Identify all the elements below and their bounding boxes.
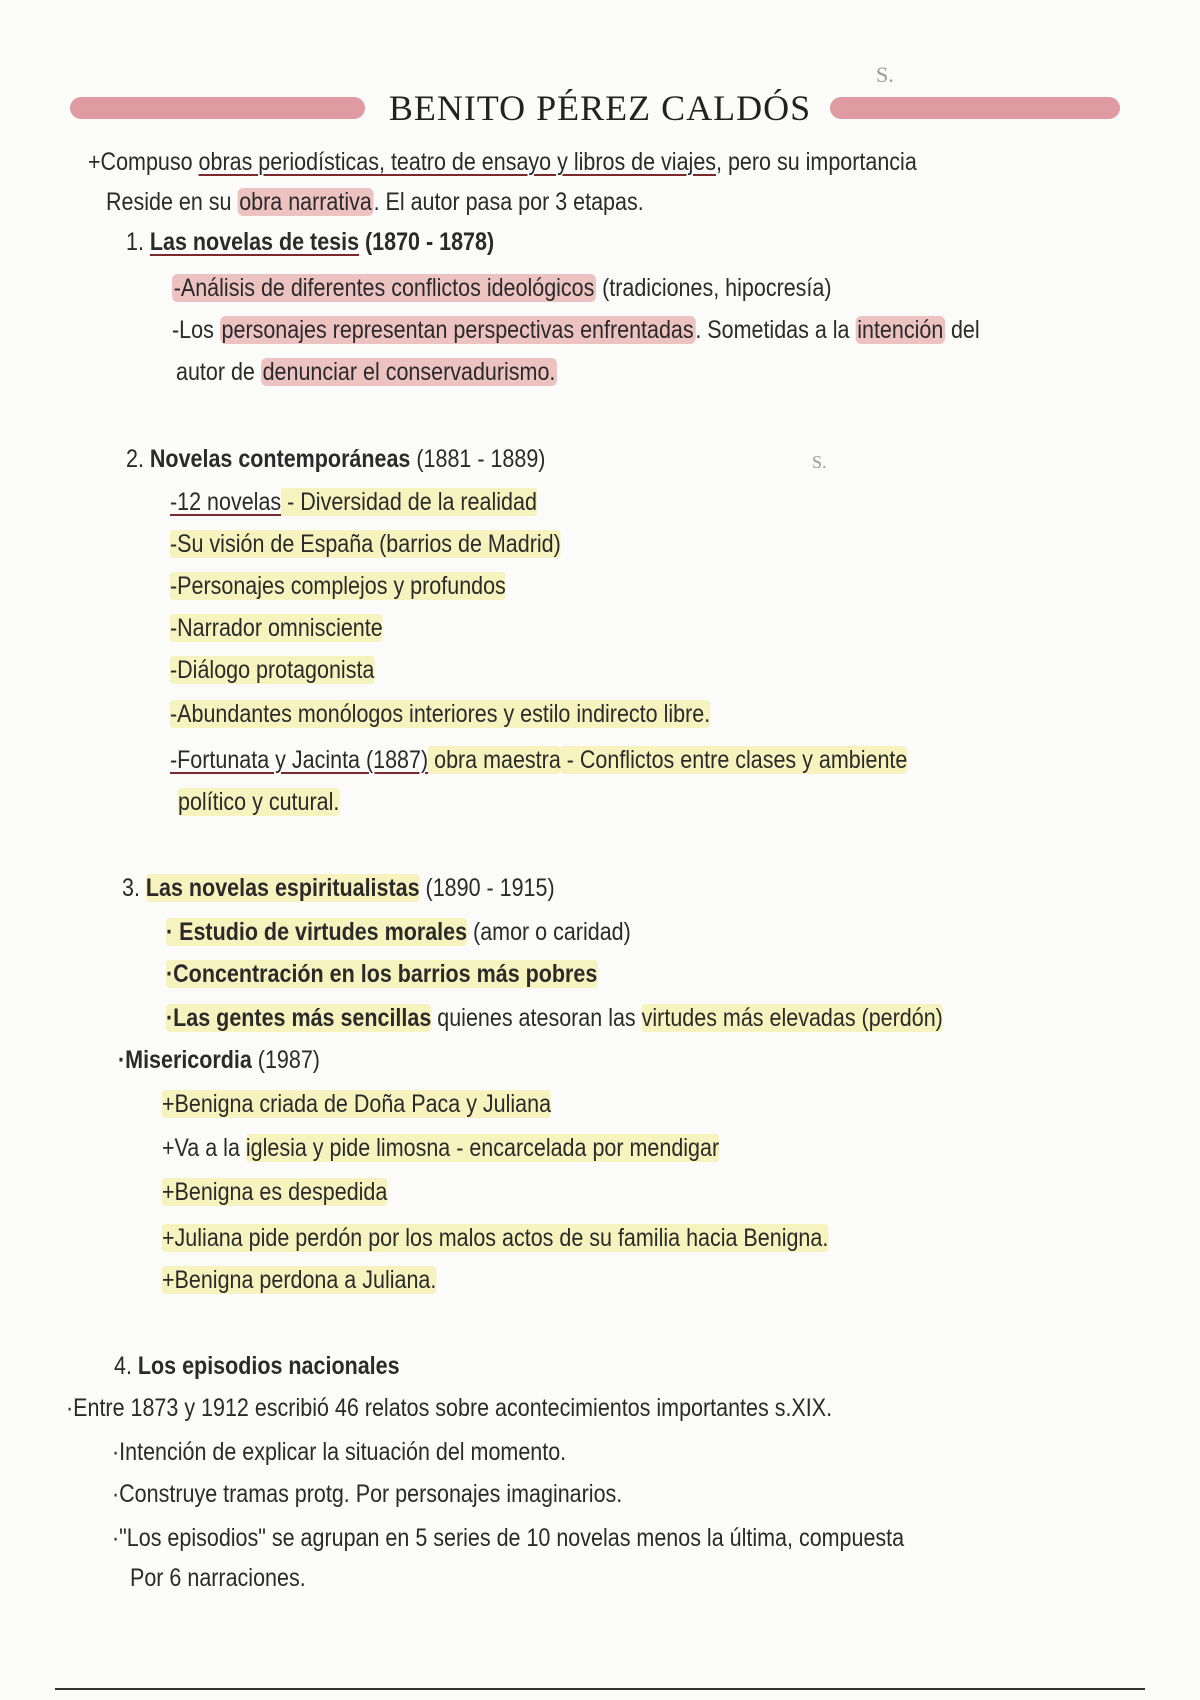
intro-line-2: Reside en su obra narrativa. El autor pasa por 3 etapas. xyxy=(106,188,644,216)
bottom-rule xyxy=(55,1688,1145,1690)
section-2-item: -12 novelas - Diversidad de la realidad xyxy=(170,488,537,516)
section-title: Los episodios nacionales xyxy=(137,1352,400,1380)
section-1-item: -Los personajes representan perspectivas enfrentadas. Sometidas a la intención del xyxy=(172,316,980,344)
misericordia-item: +Benigna es despedida xyxy=(162,1178,388,1206)
section-2-item: político y cutural. xyxy=(178,788,340,816)
intro-line-1: +Compuso obras periodísticas, teatro de ensayo y libros de viajes, pero su importancia xyxy=(88,148,917,176)
title-highlight-left xyxy=(70,97,365,119)
section-2-item: -Abundantes monólogos interiores y estilo indirecto libre. xyxy=(170,700,711,728)
section-title: Las novelas espiritualistas xyxy=(145,874,420,902)
margin-mark: S. xyxy=(812,452,827,472)
title-row xyxy=(70,86,1120,130)
page-title: BENITO PÉREZ CALDÓS xyxy=(388,88,812,128)
section-4-item: ·Intención de explicar la situación del momento. xyxy=(112,1438,567,1466)
section-3-item: ·Concentración en los barrios más pobres xyxy=(166,960,598,988)
section-1-heading: 1. Las novelas de tesis (1870 - 1878) xyxy=(126,228,495,256)
section-2-heading: 2. Novelas contemporáneas (1881 - 1889) xyxy=(126,445,546,473)
highlight-pink: obra narrativa xyxy=(239,188,372,216)
section-title: Las novelas de tesis xyxy=(149,228,360,256)
section-2-item: -Personajes complejos y profundos xyxy=(170,572,506,600)
section-4-item: Por 6 narraciones. xyxy=(130,1564,306,1592)
underlined-phrase: obras periodísticas, teatro de ensayo y libros de viajes xyxy=(198,148,717,176)
section-3-item: ·Las gentes más sencillas quienes atesoran las virtudes más elevadas (perdón) xyxy=(166,1004,943,1032)
section-2-item: -Narrador omnisciente xyxy=(170,614,383,642)
section-1-item: -Análisis de diferentes conflictos ideológicos (tradiciones, hipocresía) xyxy=(173,274,832,302)
title-highlight-right xyxy=(830,97,1120,119)
misericordia-heading: ·Misericordia (1987) xyxy=(118,1046,320,1074)
section-title: Novelas contemporáneas xyxy=(149,445,411,473)
section-2-item: -Fortunata y Jacinta (1887) obra maestra - Conflictos entre clases y ambiente xyxy=(170,746,908,774)
section-4-item: ·"Los episodios" se agrupan en 5 series de 10 novelas menos la última, compuesta xyxy=(112,1524,905,1552)
section-3-heading: 3. Las novelas espiritualistas (1890 - 1915) xyxy=(122,874,555,902)
section-2-item: -Su visión de España (barrios de Madrid) xyxy=(170,530,561,558)
misericordia-item: +Benigna perdona a Juliana. xyxy=(162,1266,437,1294)
section-1-item: autor de denunciar el conservadurismo. xyxy=(176,358,556,386)
misericordia-item: +Benigna criada de Doña Paca y Juliana xyxy=(162,1090,552,1118)
margin-mark: S. xyxy=(876,62,894,87)
section-2-item: -Diálogo protagonista xyxy=(170,656,375,684)
section-4-item: ·Entre 1873 y 1912 escribió 46 relatos sobre acontecimientos importantes s.XIX. xyxy=(66,1394,833,1422)
section-4-heading: 4. Los episodios nacionales xyxy=(114,1352,400,1380)
misericordia-item: +Juliana pide perdón por los malos actos de su familia hacia Benigna. xyxy=(162,1224,829,1252)
section-4-item: ·Construye tramas protg. Por personajes imaginarios. xyxy=(112,1480,623,1508)
misericordia-item: +Va a la iglesia y pide limosna - encarcelada por mendigar xyxy=(162,1134,720,1162)
section-3-item: · Estudio de virtudes morales (amor o caridad) xyxy=(166,918,631,946)
